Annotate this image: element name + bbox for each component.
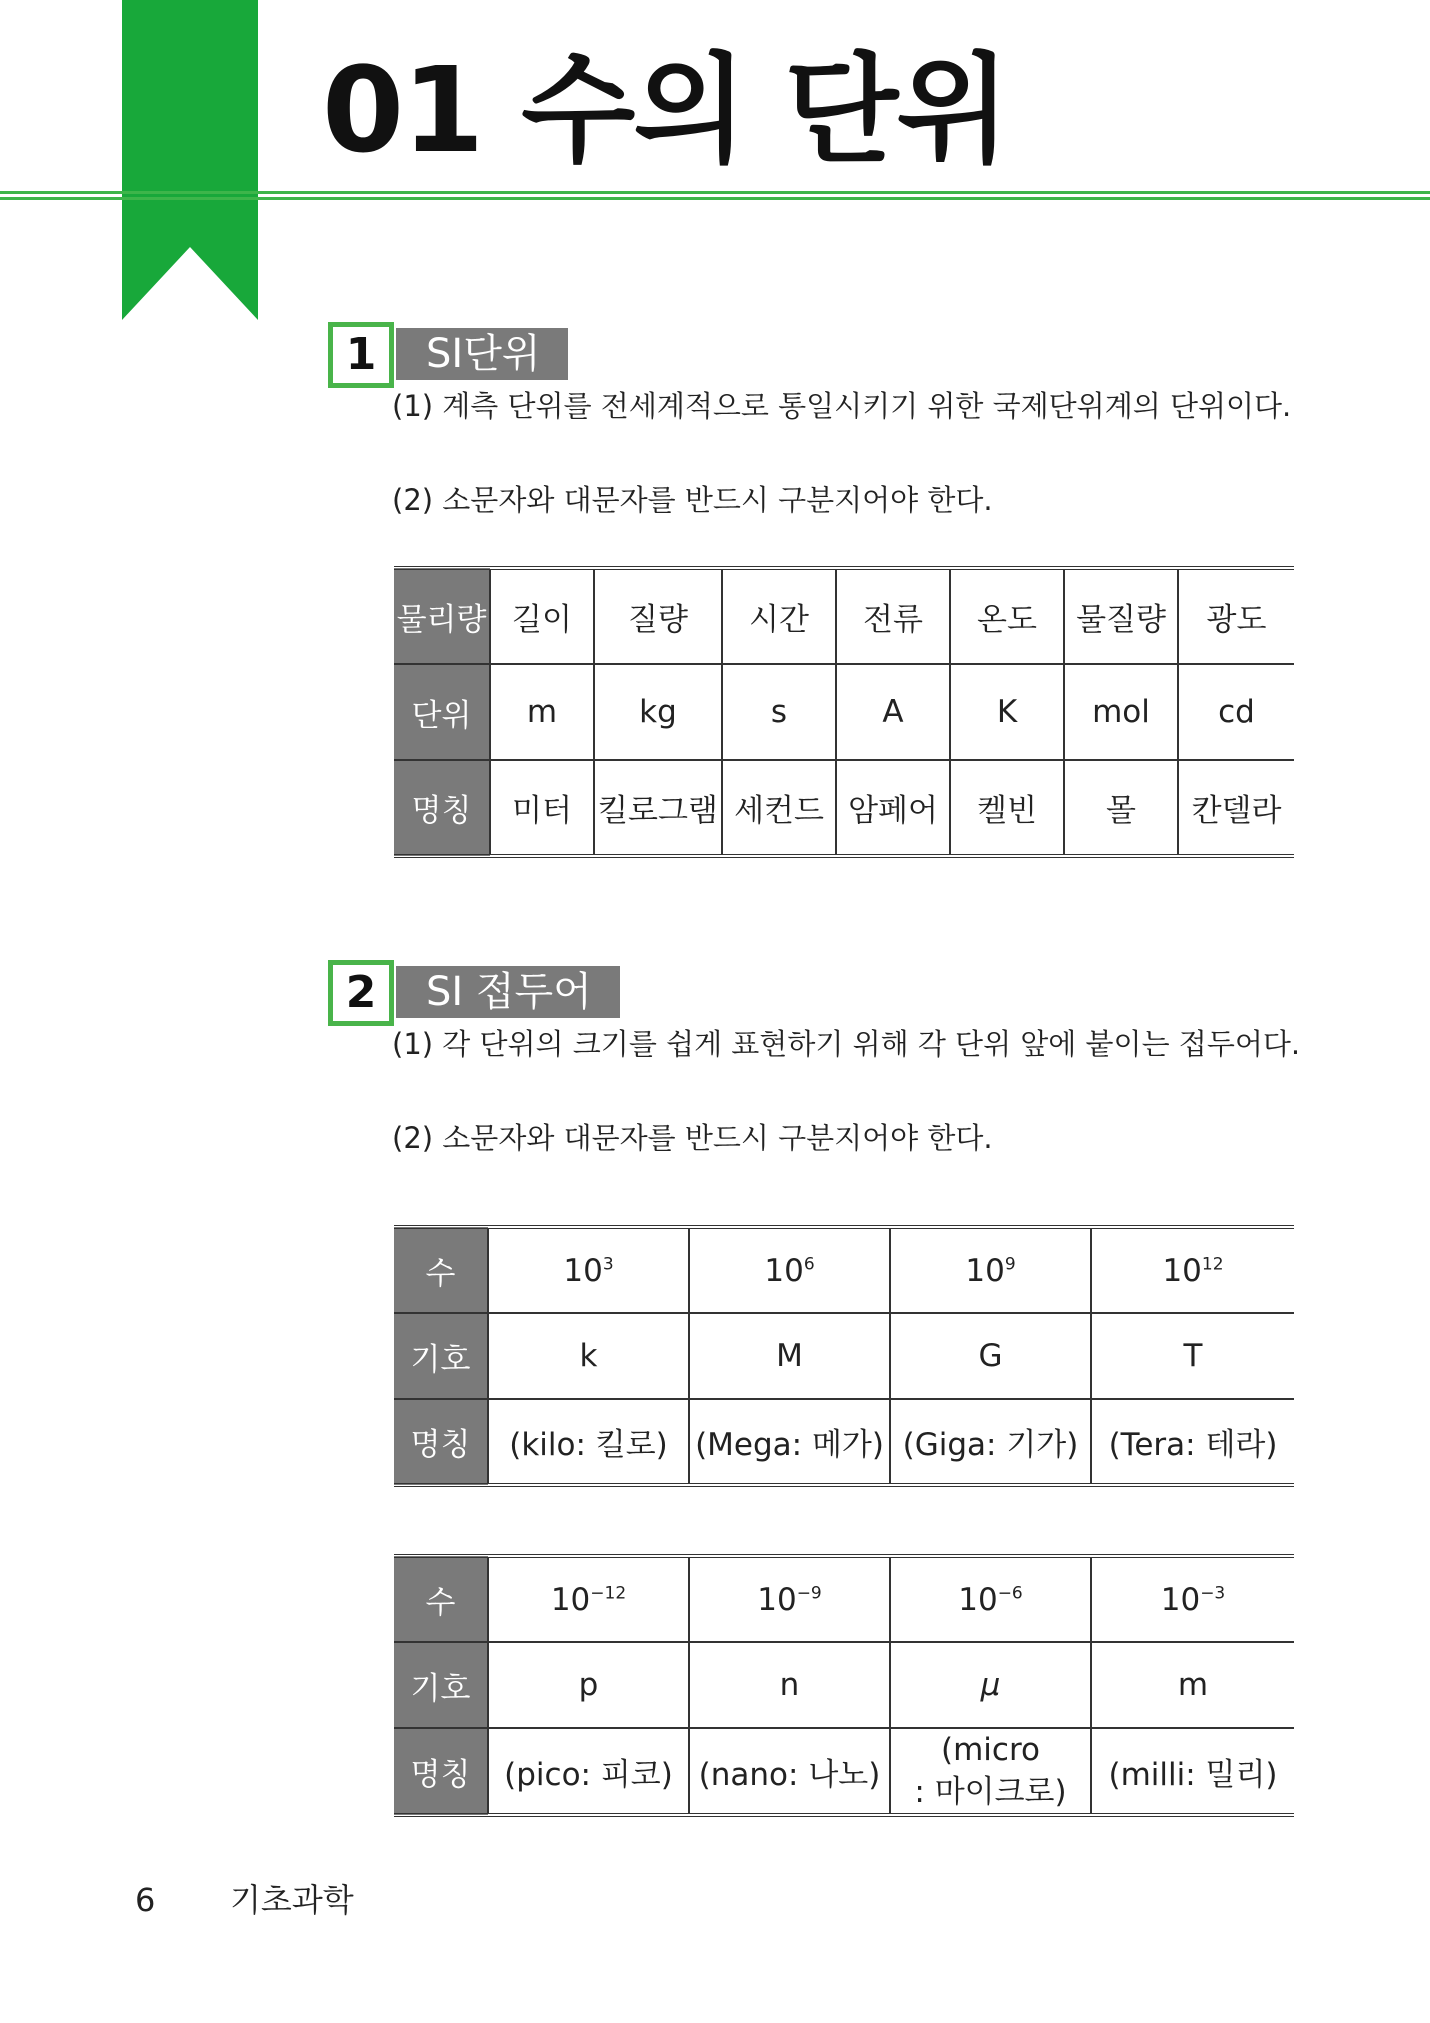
row-header: 물리량 (394, 568, 490, 664)
power-exponent: 3 (602, 1254, 614, 1275)
prefix-name-cell: (pico: 피코) (488, 1728, 689, 1815)
unit-cell: kg (594, 664, 722, 760)
prefix-table-small (394, 1554, 1294, 1817)
quantity-cell: 길이 (490, 568, 594, 664)
prefix-name-cell: (milli: 밀리) (1108, 1756, 1278, 1793)
quantity-cell: 물질량 (1064, 568, 1178, 664)
section-title: SI단위 (396, 328, 568, 380)
name-cell: 칸델라 (1191, 793, 1282, 829)
power-exponent: 9 (1004, 1254, 1016, 1275)
row-header: 수 (394, 1227, 488, 1313)
power-cell (890, 1227, 1091, 1313)
power-base: 10 (958, 1581, 998, 1618)
power-cell (488, 1556, 689, 1642)
symbol-cell: p (488, 1642, 689, 1728)
prefix-name-cell: (Tera: 테라) (1108, 1427, 1278, 1463)
prefix-table-large (394, 1225, 1294, 1487)
unit-cell: A (836, 664, 950, 760)
power-base: 10 (1160, 1581, 1201, 1618)
symbol-cell: k (488, 1313, 689, 1399)
row-header: 명칭 (394, 1728, 488, 1815)
power-base: 10 (764, 1252, 804, 1289)
power-cell (1091, 1227, 1294, 1313)
power-cell (689, 1227, 890, 1313)
quantity-cell: 온도 (950, 568, 1064, 664)
quantity-cell: 시간 (722, 568, 836, 664)
paragraph: (1) 각 단위의 크기를 쉽게 표현하기 위해 각 단위 앞에 붙이는 접두어다. (392, 1027, 1301, 1061)
power-exponent: 12 (1201, 1254, 1224, 1275)
row-header: 명칭 (394, 1399, 488, 1485)
unit-cell: mol (1064, 664, 1178, 760)
paragraph: (1) 계측 단위를 전세계적으로 통일시키기 위한 국제단위계의 단위이다. (392, 389, 1292, 423)
title-underline (0, 191, 1430, 194)
symbol-cell: T (1091, 1313, 1294, 1399)
chapter-title: 01 수의 단위 (322, 41, 1009, 179)
name-cell: 세컨드 (722, 760, 836, 856)
name-cell: 미터 (490, 760, 594, 856)
row-header: 단위 (394, 664, 490, 760)
si-units-table (394, 566, 1294, 858)
power-base: 10 (563, 1252, 603, 1289)
name-cell: 몰 (1064, 760, 1178, 856)
power-cell (488, 1227, 689, 1313)
power-cell (890, 1556, 1091, 1642)
prefix-name-cell: (nano: 나노) (689, 1728, 890, 1815)
unit-cell: s (722, 664, 836, 760)
prefix-name-cell: (kilo: 킬로) (488, 1399, 689, 1485)
power-exponent: −9 (796, 1583, 822, 1604)
quantity-cell: 질량 (594, 568, 722, 664)
prefix-name-cell: (Mega: 메가) (689, 1399, 890, 1485)
unit-cell: m (490, 664, 594, 760)
row-header: 기호 (394, 1313, 488, 1399)
paragraph: (2) 소문자와 대문자를 반드시 구분지어야 한다. (392, 483, 993, 517)
power-base: 10 (757, 1581, 797, 1618)
book-title: 기초과학 (230, 1881, 354, 1919)
power-cell (689, 1556, 890, 1642)
power-base: 10 (1162, 1252, 1202, 1289)
section-title: SI 접두어 (396, 966, 620, 1018)
power-exponent: −12 (590, 1583, 627, 1604)
prefix-name-cell: (Giga: 기가) (890, 1399, 1091, 1485)
name-cell: 암페어 (836, 760, 950, 856)
bookmark-ribbon (122, 0, 258, 320)
quantity-cell: 전류 (836, 568, 950, 664)
row-header: 기호 (394, 1642, 488, 1728)
symbol-cell: M (689, 1313, 890, 1399)
power-base: 10 (550, 1581, 591, 1618)
power-cell (1091, 1556, 1294, 1642)
power-base: 10 (965, 1252, 1005, 1289)
paragraph: (2) 소문자와 대문자를 반드시 구분지어야 한다. (392, 1121, 993, 1155)
unit-cell: cd (1178, 664, 1294, 760)
power-exponent: −6 (997, 1583, 1023, 1604)
section-number: 1 (328, 322, 394, 388)
symbol-cell: n (689, 1642, 890, 1728)
prefix-name-cell: (micro : 마이크로) (890, 1728, 1091, 1815)
power-exponent: 6 (803, 1254, 815, 1275)
page-number: 6 (135, 1881, 156, 1919)
unit-cell: K (950, 664, 1064, 760)
name-cell: 켈빈 (950, 760, 1064, 856)
power-exponent: −3 (1200, 1583, 1226, 1604)
row-header: 수 (394, 1556, 488, 1642)
row-header: 명칭 (394, 760, 490, 856)
title-underline-second (0, 197, 1430, 200)
name-cell: 킬로그램 (594, 760, 722, 856)
section-number: 2 (328, 960, 394, 1026)
quantity-cell: 광도 (1178, 568, 1294, 664)
symbol-cell: m (1091, 1642, 1294, 1728)
symbol-cell: G (890, 1313, 1091, 1399)
symbol-cell: μ (890, 1642, 1091, 1728)
